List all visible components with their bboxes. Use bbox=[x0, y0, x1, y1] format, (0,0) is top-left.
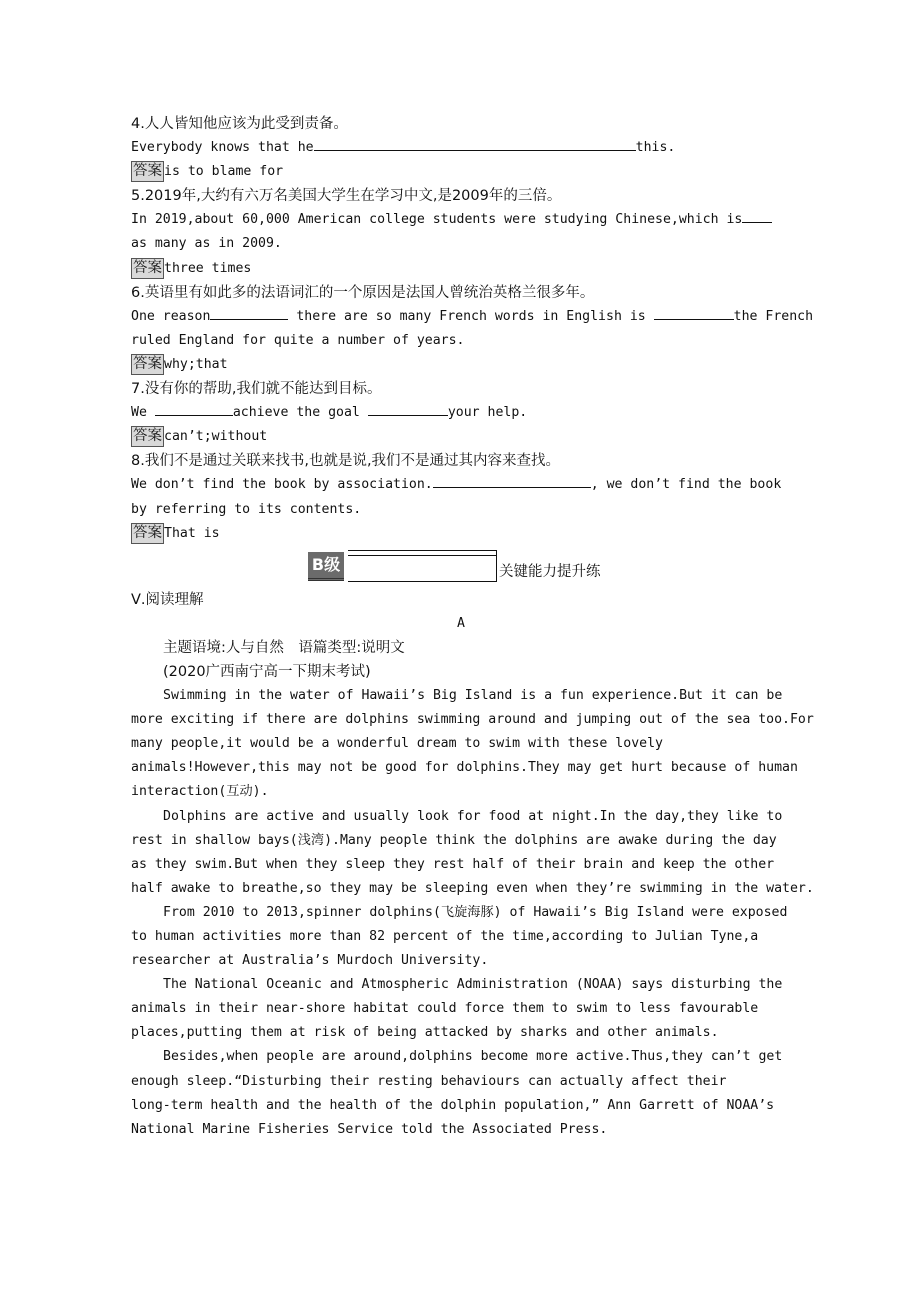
passage-line: to human activities more than 82 percent of the time,according to Julian Tyne,a bbox=[131, 929, 759, 944]
q6-sentence-cont: ruled England for quite a number of years. bbox=[131, 332, 465, 348]
level-badge: B级 bbox=[308, 552, 344, 581]
q7-sentence bbox=[131, 401, 791, 425]
q4-sentence bbox=[131, 136, 791, 160]
q7-text-b: achieve the goal bbox=[232, 405, 360, 421]
passage-paragraph-3 bbox=[131, 901, 791, 973]
q6-blank-1 bbox=[210, 305, 288, 320]
answer-badge: 答案 bbox=[131, 354, 164, 375]
passage-line: long-term health and the health of the dolphin population,” Ann Garrett of NOAA’s bbox=[131, 1097, 775, 1113]
q8-answer-row bbox=[131, 522, 791, 546]
passage-paragraph-4 bbox=[131, 973, 791, 1045]
passage-line: animals in their near-shore habitat could force them to swim to less favourable bbox=[131, 1001, 759, 1017]
passage-line: more exciting if there are dolphins swimming around and jumping out of the sea too.For bbox=[131, 712, 814, 728]
section-source: (2020广西南宁高一下期末考试) bbox=[163, 663, 371, 680]
q8-answer: That is bbox=[164, 525, 220, 541]
passage-line: National Marine Fisheries Service told the Associated Press. bbox=[131, 1121, 608, 1137]
q4-blank bbox=[314, 136, 636, 151]
passage-line: Swimming in the water of Hawaii’s Big Island is a fun experience.But it can be bbox=[163, 688, 783, 704]
passage-line: many people,it would be a wonderful dream to swim with these lovely bbox=[131, 736, 663, 752]
q8-prompt: 8.我们不是通过关联来找书,也就是说,我们不是通过其内容来查找。 bbox=[131, 453, 561, 470]
q4-text-a: Everybody knows that he bbox=[131, 140, 314, 156]
passage-paragraph-5 bbox=[131, 1045, 791, 1141]
q8-sentence-cont: by referring to its contents. bbox=[131, 501, 362, 517]
q5-sentence-cont: as many as in 2009. bbox=[131, 236, 282, 252]
q8-blank bbox=[433, 473, 591, 488]
q8-text-a: We don’t find the book by association. bbox=[131, 477, 433, 493]
passage-line: Besides,when people are around,dolphins become more active.Thus,they can’t get bbox=[163, 1049, 783, 1065]
passage-line: as they swim.But when they sleep they rest half of their brain and keep the other bbox=[131, 856, 775, 872]
passage-line: From 2010 to 2013,spinner dolphins(飞旋海豚) of Hawaii’s Big Island were exposed bbox=[163, 904, 788, 920]
q6-answer: why;that bbox=[164, 356, 228, 372]
passage-line: Dolphins are active and usually look for food at night.In the day,they like to bbox=[163, 808, 783, 824]
q4-answer: is to blame for bbox=[164, 164, 284, 180]
passage-line: rest in shallow bays(浅湾).Many people think the dolphins are awake during the day bbox=[131, 832, 777, 848]
q7-prompt: 7.没有你的帮助,我们就不能达到目标。 bbox=[131, 381, 382, 398]
q4-text-b: this. bbox=[635, 140, 676, 156]
worksheet-page bbox=[131, 112, 814, 1142]
q5-blank bbox=[742, 208, 772, 223]
section-theme: 主题语境:人与自然 语篇类型:说明文 bbox=[163, 639, 405, 656]
q5-answer-row bbox=[131, 257, 791, 281]
q4-answer-row bbox=[131, 160, 791, 184]
q7-blank-2 bbox=[368, 401, 448, 416]
q5-text-a: In 2019,about 60,000 American college students were studying Chinese,which is bbox=[131, 212, 743, 228]
level-banner bbox=[131, 550, 791, 586]
passage-paragraph-2 bbox=[131, 805, 814, 901]
q7-blank-1 bbox=[155, 401, 233, 416]
q6-answer-row bbox=[131, 353, 791, 377]
q6-text-c: the French bbox=[733, 308, 814, 324]
q6-sentence bbox=[131, 305, 814, 329]
section-part: A bbox=[457, 615, 465, 631]
q5-answer: three times bbox=[164, 260, 252, 276]
q4-prompt: 4.人人皆知他应该为此受到责备。 bbox=[131, 116, 348, 132]
q6-prompt: 6.英语里有如此多的法语词汇的一个原因是法国人曾统治英格兰很多年。 bbox=[131, 284, 595, 301]
q7-text-a: We bbox=[131, 405, 147, 421]
q6-text-a: One reason bbox=[131, 308, 211, 324]
passage-line: half awake to breathe,so they may be sleeping even when they’re swimming in the water. bbox=[131, 880, 814, 896]
passage-line: The National Oceanic and Atmospheric Administration (NOAA) says disturbing the bbox=[163, 977, 783, 993]
answer-badge: 答案 bbox=[131, 258, 164, 279]
passage-line: researcher at Australia’s Murdoch University. bbox=[131, 953, 489, 969]
level-box bbox=[348, 550, 497, 582]
q8-text-b: , we don’t find the book bbox=[590, 477, 782, 493]
q7-answer-row bbox=[131, 425, 791, 449]
passage-line: places,putting them at risk of being attacked by sharks and other animals. bbox=[131, 1025, 719, 1041]
q5-sentence bbox=[131, 208, 791, 232]
passage-line: enough sleep.“Disturbing their resting behaviours can actually affect their bbox=[131, 1073, 727, 1089]
passage-line: animals!However,this may not be good for dolphins.They may get hurt because of human bbox=[131, 760, 798, 776]
q6-text-b: there are so many French words in English is bbox=[296, 308, 646, 324]
q5-prompt: 5.2019年,大约有六万名美国大学生在学习中文,是2009年的三倍。 bbox=[131, 188, 562, 205]
answer-badge: 答案 bbox=[131, 426, 164, 447]
q7-text-c: your help. bbox=[447, 405, 528, 421]
q7-answer: can’t;without bbox=[164, 429, 268, 445]
passage-line: interaction(互动). bbox=[131, 784, 269, 800]
q8-sentence bbox=[131, 473, 791, 497]
level-title: 关键能力提升练 bbox=[499, 563, 601, 580]
section-title: Ⅴ.阅读理解 bbox=[131, 591, 204, 608]
q6-blank-2 bbox=[654, 305, 734, 320]
answer-badge: 答案 bbox=[131, 161, 164, 182]
answer-badge: 答案 bbox=[131, 523, 164, 544]
passage-paragraph-1 bbox=[131, 684, 814, 804]
